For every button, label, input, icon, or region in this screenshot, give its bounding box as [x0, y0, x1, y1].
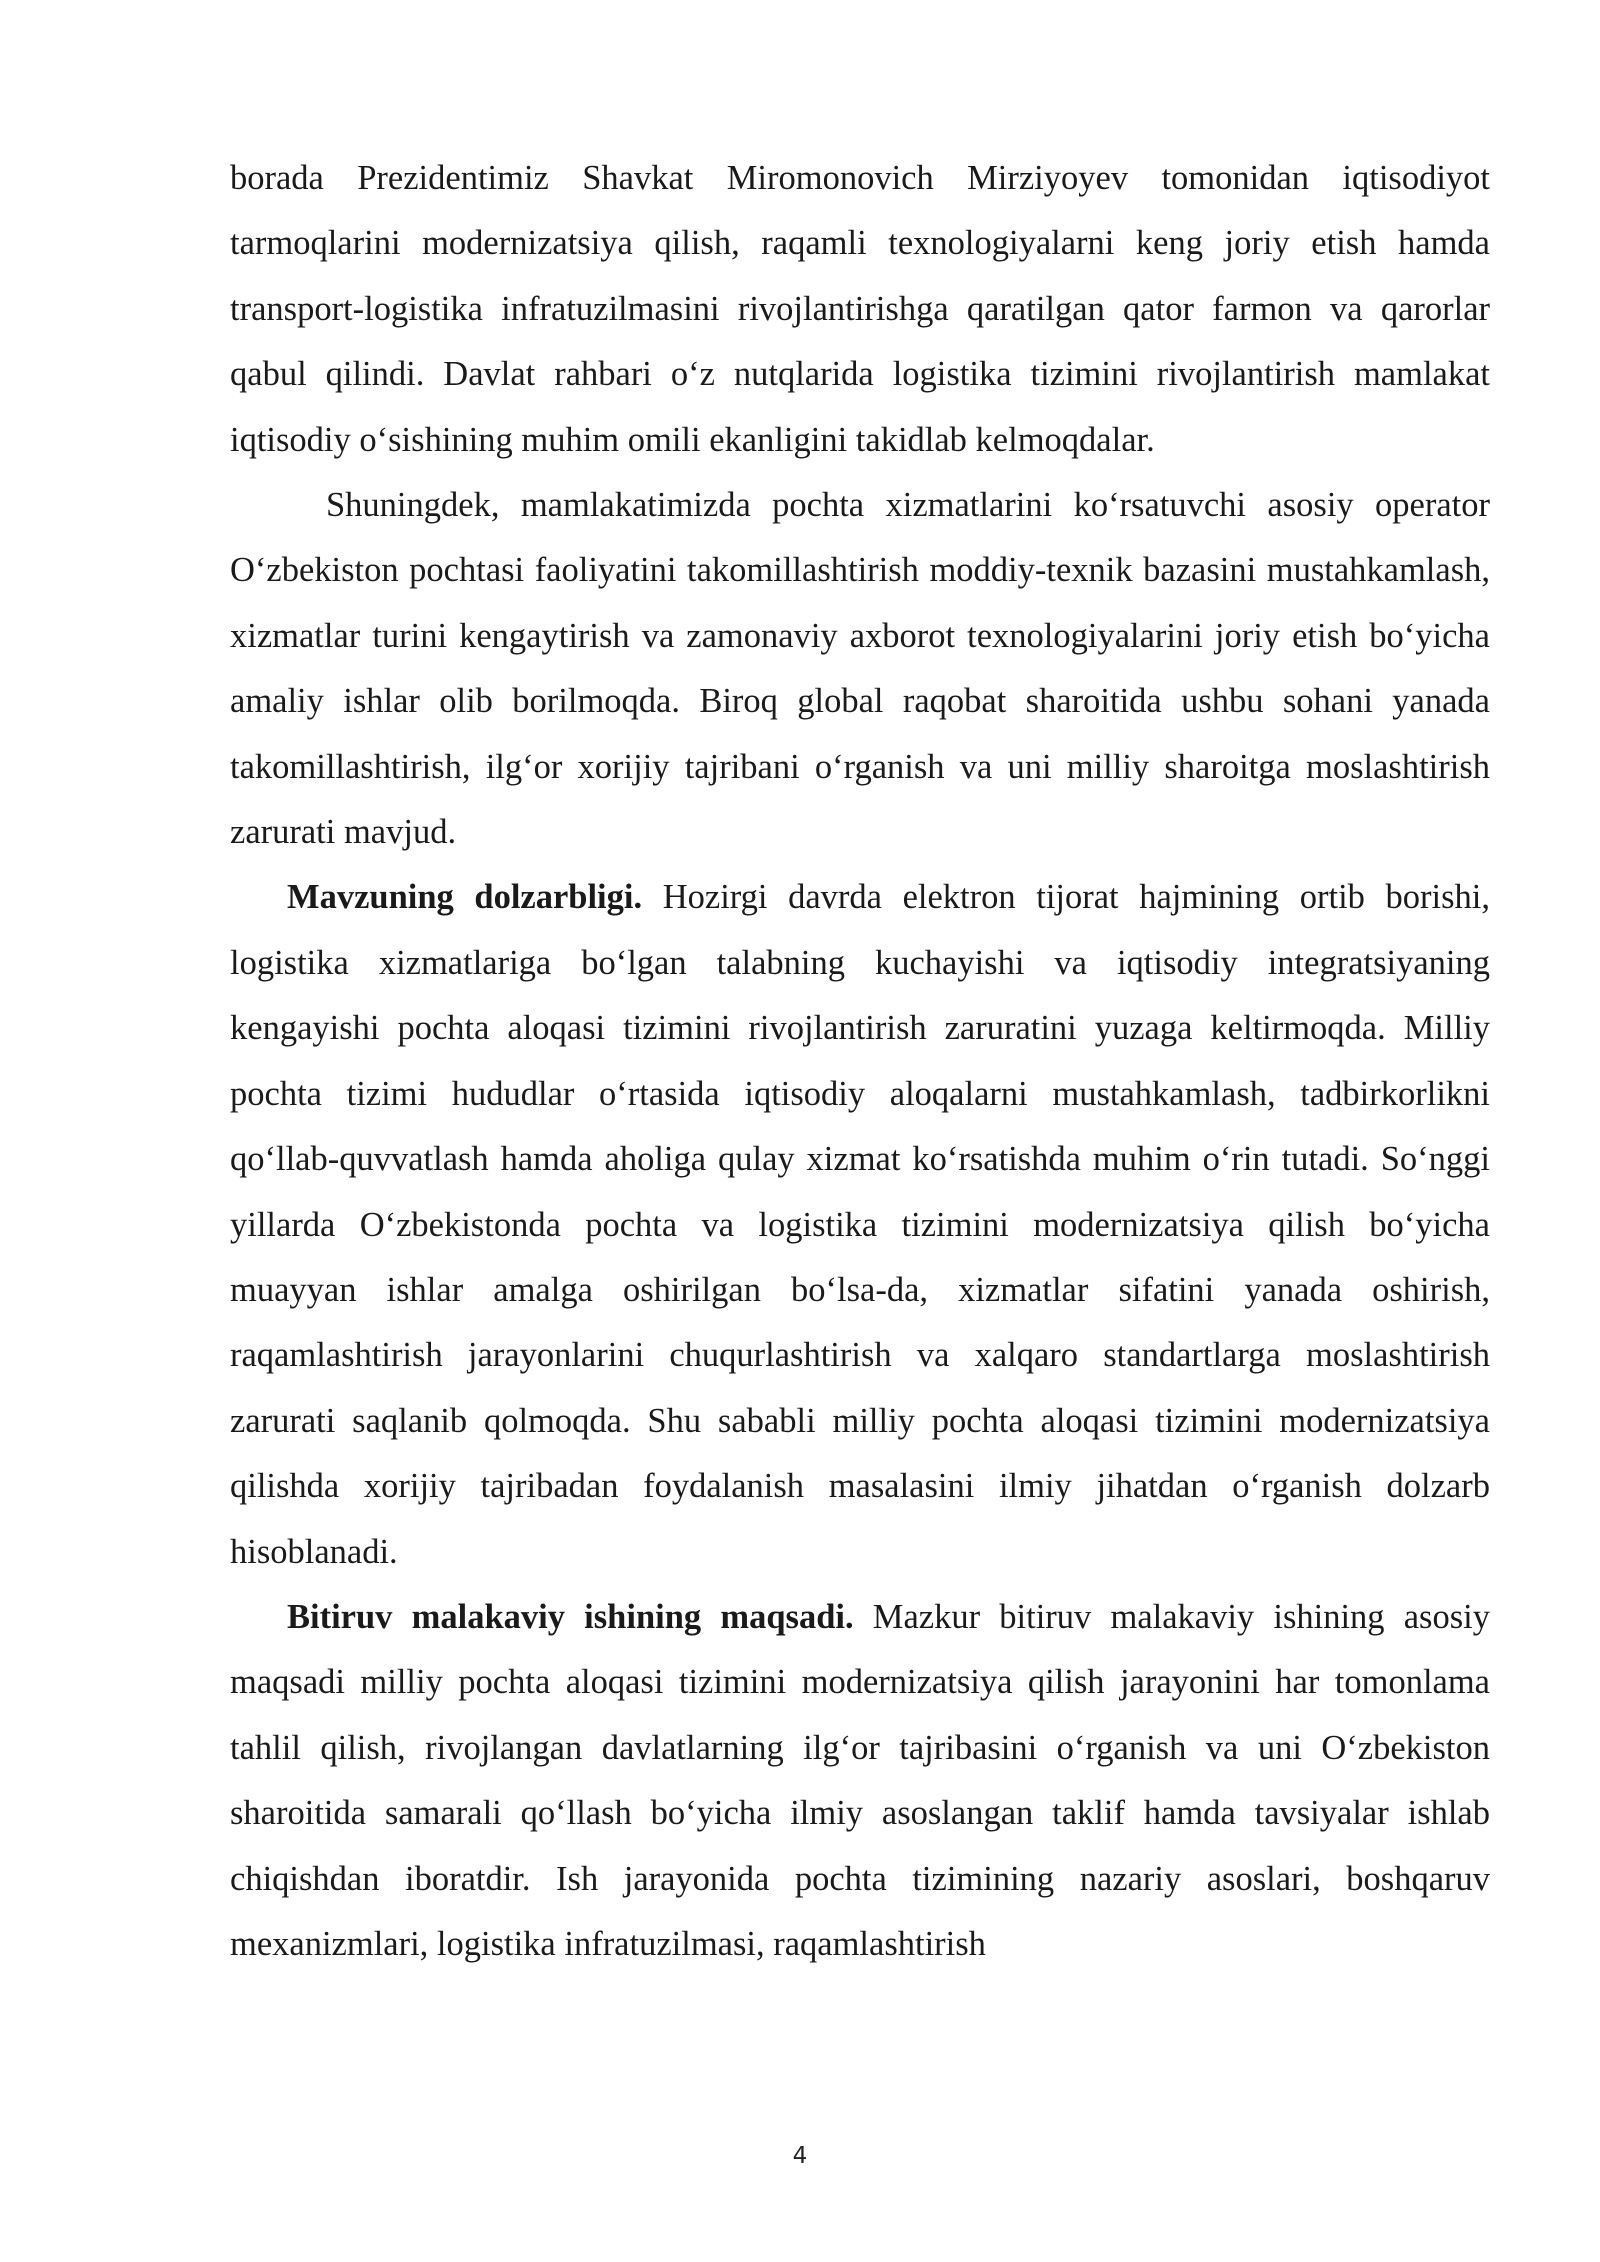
paragraph-text: borada Prezidentimiz Shavkat Miromonovich Mirziyoyev tomonidan iqtisodiyot tarmoqlarini modernizatsiya qilish, raqamli texnologiyalarni keng joriy etish hamda transport-logistika infratuzilmasini rivojlantirishga qaratilgan qator farmon va qarorlar qabul qilindi. Davlat rahbari o‘z nutqlarida logistika tizimini rivojlantirish mamlakat iqtisodiy o‘sishining muhim omili ekanligini takidlab kelmoqdalar. [230, 159, 1490, 459]
paragraph-text: Mazkur bitiruv malakaviy ishining asosiy maqsadi milliy pochta aloqasi tizimini modernizatsiya qilish jarayonini har tomonlama tahlil qilish, rivojlangan davlatlarning ilg‘or tajribasini o‘rganish va uni O‘zbekiston sharoitida samarali qo‘llash bo‘yicha ilmiy asoslangan taklif hamda tavsiyalar ishlab chiqishdan iboratdir. Ish jarayonida pochta tizimining nazariy asoslari, boshqaruv mexanizmlari, logistika infratuzilmasi, raqamlashtirish [230, 1597, 1490, 1963]
paragraph-continuation [230, 146, 1490, 473]
section-heading-relevance: Mavzuning dolzarbligi. [287, 878, 643, 917]
section-heading-goal: Bitiruv malakaviy ishining maqsadi. [287, 1597, 854, 1636]
paragraph-text: Hozirgi davrda elektron tijorat hajmining ortib borishi, logistika xizmatlariga bo‘lgan talabning kuchayishi va iqtisodiy integratsiyaning kengayishi pochta aloqasi tizimini rivojlantirish zaruratini yuzaga keltirmoqda. Milliy pochta tizimi hududlar o‘rtasida iqtisodiy aloqalarni mustahkamlash, tadbirkorlikni qo‘llab-quvvatlash hamda aholiga qulay xizmat ko‘rsatishda muhim o‘rin tutadi. So‘nggi yillarda O‘zbekistonda pochta va logistika tizimini modernizatsiya qilish bo‘yicha muayyan ishlar amalga oshirilgan bo‘lsa-da, xizmatlar sifatini yanada oshirish, raqamlashtirish jarayonlarini chuqurlashtirish va xalqaro standartlarga moslashtirish zarurati saqlanib qolmoqda. Shu sababli milliy pochta aloqasi tizimini modernizatsiya qilishda xorijiy tajribadan foydalanish masalasini ilmiy jihatdan o‘rganish dolzarb hisoblanadi. [230, 878, 1490, 1571]
page-number: 4 [792, 2143, 808, 2169]
document-body [230, 146, 1490, 1977]
paragraph-goal [230, 1585, 1490, 1977]
paragraph-relevance [230, 865, 1490, 1584]
paragraph-text: Shuningdek, mamlakatimizda pochta xizmatlarini ko‘rsatuvchi asosiy operator O‘zbekiston pochtasi faoliyatini takomillashtirish moddiy-texnik bazasini mustahkamlash, xizmatlar turini kengaytirish va zamonaviy axborot texnologiyalarini joriy etish bo‘yicha amaliy ishlar olib borilmoqda. Biroq global raqobat sharoitida ushbu sohani yanada takomillashtirish, ilg‘or xorijiy tajribani o‘rganish va uni milliy sharoitga moslashtirish zarurati mavjud. [230, 486, 1490, 852]
paragraph-shuningdek [230, 473, 1490, 865]
